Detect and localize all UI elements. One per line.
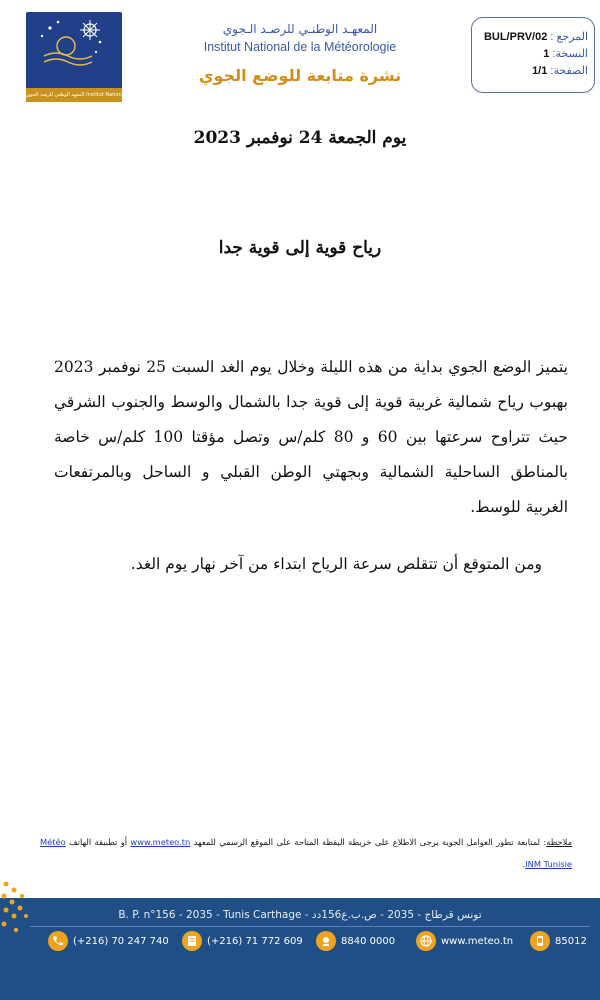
institute-name-ar: المعهـد الوطنـي للرصـد الـجوي [222,22,378,36]
sun-waves-icon [26,12,122,88]
contact-website[interactable] [416,930,513,952]
postal-address: B. P. n°156 - 2035 - Tunis Carthage - تونس قرطاج - 2035 - ص.ب.ع156دد [118,909,482,921]
contact-phone[interactable] [48,930,169,952]
page-line [478,64,588,77]
page-label: الصفحة: [550,65,588,77]
body-paragraph-2: ومن المتوقع أن تتقلص سرعة الرياح ابتداء من آخر نهار يوم الغد. [130,555,542,573]
logo-caption: المعهد الوطني للرصد الجوي Institut National de la Météorologie [26,88,122,102]
footnote [40,831,572,875]
note-end: . [522,859,526,869]
contact-support[interactable] [316,930,395,952]
contact-label: www.meteo.tn [441,935,514,947]
phone-icon [48,931,68,951]
headline: رياح قوية إلى قوية جدا [218,238,382,258]
contact-sms[interactable] [530,930,587,952]
contact-label: 85012 [555,935,587,947]
note-label: ملاحظة [546,837,573,847]
globe-icon [416,931,436,951]
reference-label: المرجع : [550,31,588,43]
version-value: 1 [543,48,550,60]
website-link[interactable]: www.meteo.tn [130,837,191,847]
fax-icon [182,931,202,951]
bulletin-title: نشرة متابعة للوضع الجوي [198,66,402,85]
footer-divider [30,926,590,927]
version-label: النسخة: [552,48,588,60]
page-value: 1/1 [532,65,548,77]
reference-line [478,30,588,43]
version-line [478,47,588,60]
app-link[interactable]: Météo INM Tunisie [40,837,572,869]
contact-fax[interactable] [182,930,303,952]
reference-value: BUL/PRV/02 [483,31,548,43]
note-text-2: أو تطبيقة الهاتف [69,837,128,847]
contact-label: 8840 0000 [341,935,396,947]
support-icon [316,931,336,951]
sms-icon [530,931,550,951]
contact-label: (+216) 71 772 609 [207,935,303,947]
date-line: يوم الجمعة 24 نوفمبر 2023 [193,128,407,148]
note-text: : لمتابعة تطور العوامل الجوية يرجى الاطلاع على خريطة اليقظة المتاحة على الموقع الرسمي للمعهد [193,837,547,847]
body-paragraph-1: يتميز الوضع الجوي بداية من هذه الليلة وخلال يوم الغد السبت 25 نوفمبر 2023 بهبوب رياح شمالية غربية قوية إلى قوية جدا بالشمال والوسط والجنوب الشرقي حيث تتراوح سرعتها بين 60 و 80 كلم/س وتصل مؤقتا 100 كلم/س خاصة بالمناطق الساحلية الشمالية وبجهتي الوطن القبلي و الساحل وبالمرتفعات الغربية للوسط. [54,358,568,516]
institute-name-fr: Institut National de la Météorologie [203,40,397,54]
contact-label: (+216) 70 247 740 [73,935,169,947]
